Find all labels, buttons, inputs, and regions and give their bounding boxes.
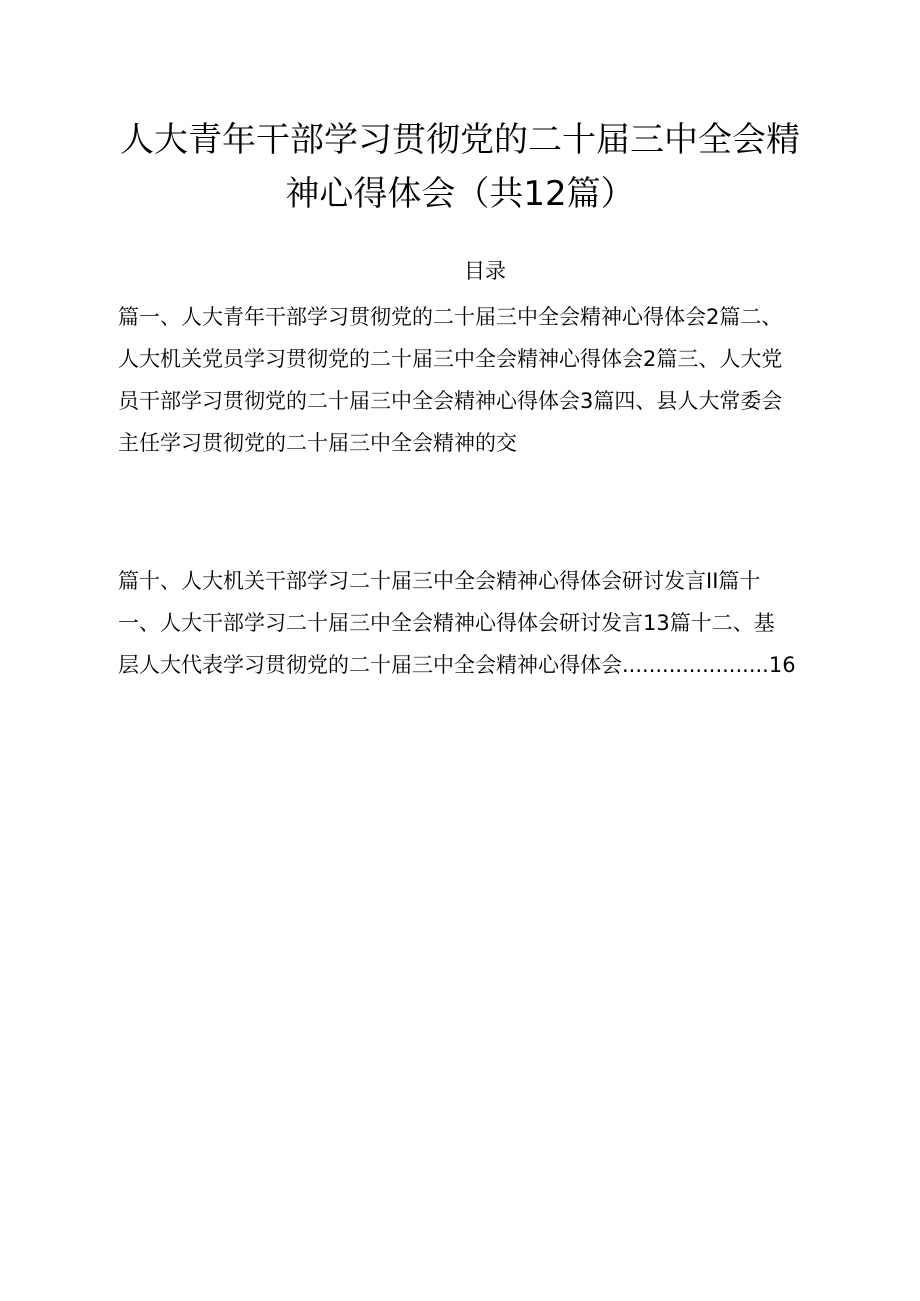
toc-heading: 目录 — [464, 259, 506, 283]
toc-line: 层人大代表学习贯彻党的二十届三中全会精神心得体会......................16 — [118, 653, 796, 677]
toc-block-1 — [118, 296, 858, 464]
toc-line: 一、人大干部学习二十届三中全会精神心得体会研讨发言13篇十二、基 — [118, 611, 775, 635]
document-title-line-2: 神心得体会（共12篇） — [285, 174, 635, 214]
toc-line: 主任学习贯彻党的二十届三中全会精神的交 — [118, 431, 517, 455]
toc-line: 篇十、人大机关干部学习二十届三中全会精神心得体会研讨发言II篇十 — [118, 569, 761, 593]
toc-line: 员干部学习贯彻党的二十届三中全会精神心得体会3篇四、县人大常委会 — [118, 389, 783, 413]
toc-line: 篇一、人大青年干部学习贯彻党的二十届三中全会精神心得体会2篇二、 — [118, 305, 783, 329]
document-title-line-1: 人大青年干部学习贯彻党的二十届三中全会精 — [120, 120, 800, 160]
toc-block-2 — [118, 560, 858, 686]
toc-line: 人大机关党员学习贯彻党的二十届三中全会精神心得体会2篇三、人大党 — [118, 347, 783, 371]
